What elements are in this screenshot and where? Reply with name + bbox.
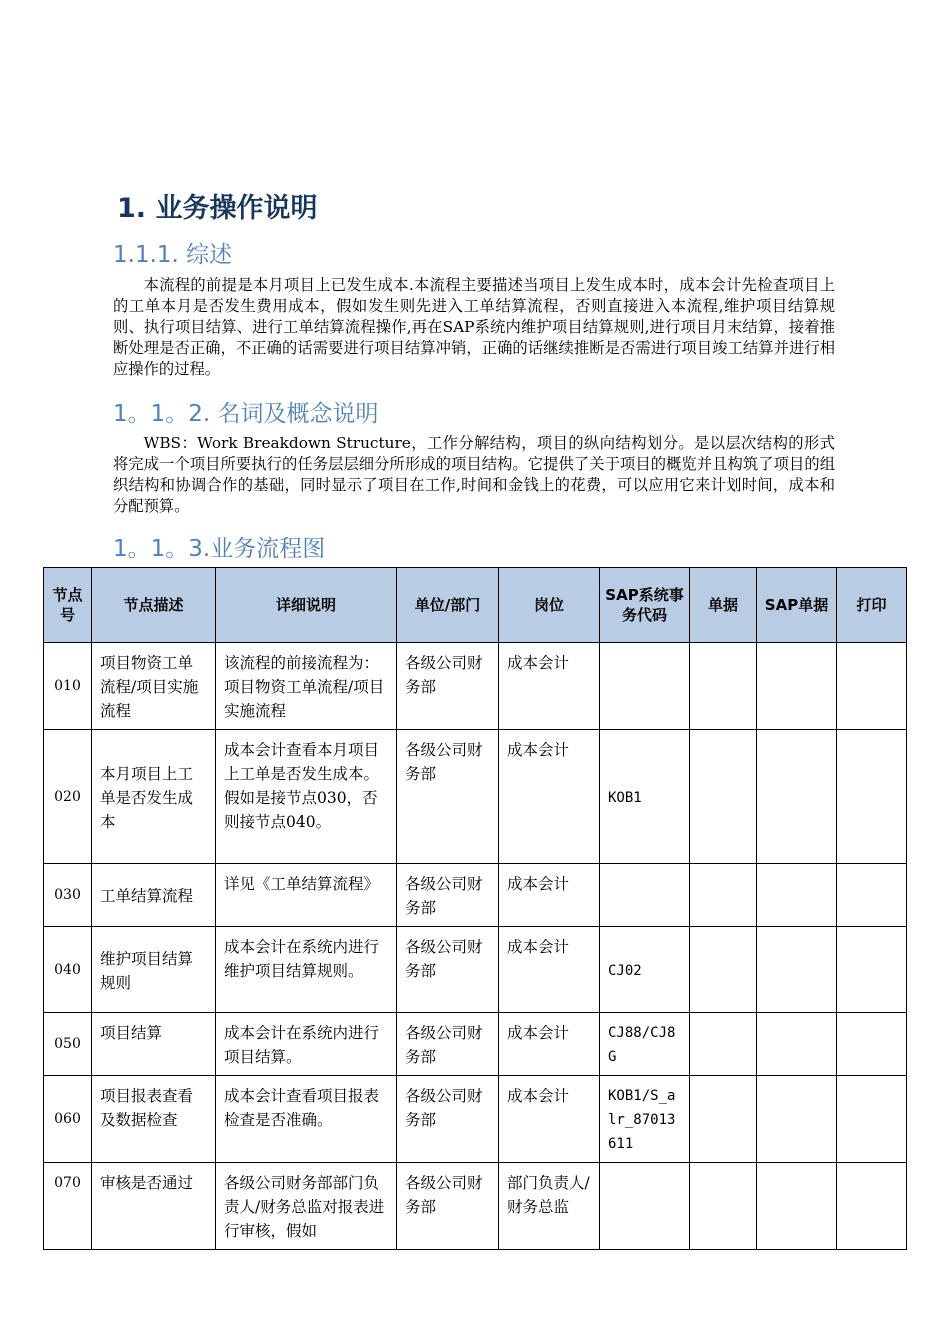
post-cell: 部门负责人/财务总监 (499, 1163, 600, 1250)
detail-cell: 成本会计在系统内进行维护项目结算规则。 (216, 927, 397, 1013)
header-detail: 详细说明 (216, 568, 397, 643)
header-sapdoc: SAP单据 (757, 568, 837, 643)
doc-cell (690, 864, 757, 927)
header-desc: 节点描述 (92, 568, 216, 643)
desc-cell: 工单结算流程 (92, 864, 216, 927)
tcode-cell (600, 643, 690, 730)
node-cell: 030 (44, 864, 92, 927)
table-row (44, 643, 907, 730)
table-row (44, 1013, 907, 1076)
dept-cell: 各级公司财务部 (397, 1076, 499, 1163)
sapdoc-cell (757, 1163, 837, 1250)
detail-cell: 该流程的前接流程为：项目物资工单流程/项目实施流程 (216, 643, 397, 730)
dept-cell: 各级公司财务部 (397, 643, 499, 730)
detail-cell: 详见《工单结算流程》 (216, 864, 397, 927)
doc-cell (690, 1013, 757, 1076)
post-cell: 成本会计 (499, 1013, 600, 1076)
post-cell: 成本会计 (499, 1076, 600, 1163)
tcode-cell: KOB1 (600, 730, 690, 864)
print-cell (837, 1163, 907, 1250)
table-row (44, 1076, 907, 1163)
doc-cell (690, 1076, 757, 1163)
table-row (44, 1163, 907, 1250)
node-cell: 020 (44, 730, 92, 864)
sapdoc-cell (757, 643, 837, 730)
table-row (44, 864, 907, 927)
dept-cell: 各级公司财务部 (397, 1013, 499, 1076)
table-header-row (44, 568, 907, 643)
detail-cell: 成本会计查看本月项目上工单是否发生成本。假如是接节点030，否则接节点040。 (216, 730, 397, 864)
print-cell (837, 730, 907, 864)
desc-cell: 项目物资工单流程/项目实施流程 (92, 643, 216, 730)
doc-cell (690, 927, 757, 1013)
dept-cell: 各级公司财务部 (397, 927, 499, 1013)
desc-cell: 审核是否通过 (92, 1163, 216, 1250)
post-cell: 成本会计 (499, 730, 600, 864)
terms-heading: 1。1。2. 名词及概念说明 (113, 401, 379, 427)
sapdoc-cell (757, 1013, 837, 1076)
print-cell (837, 643, 907, 730)
post-cell: 成本会计 (499, 864, 600, 927)
print-cell (837, 927, 907, 1013)
print-cell (837, 864, 907, 927)
tcode-cell: CJ88/CJ8G (600, 1013, 690, 1076)
header-tcode: SAP系统事务代码 (600, 568, 690, 643)
sapdoc-cell (757, 730, 837, 864)
detail-cell: 成本会计查看项目报表检查是否准确。 (216, 1076, 397, 1163)
node-cell: 060 (44, 1076, 92, 1163)
print-cell (837, 1076, 907, 1163)
header-print: 打印 (837, 568, 907, 643)
tcode-cell (600, 864, 690, 927)
dept-cell: 各级公司财务部 (397, 1163, 499, 1250)
table-row (44, 927, 907, 1013)
doc-cell (690, 643, 757, 730)
post-cell: 成本会计 (499, 927, 600, 1013)
print-cell (837, 1013, 907, 1076)
header-node: 节点号 (44, 568, 92, 643)
desc-cell: 项目报表查看及数据检查 (92, 1076, 216, 1163)
desc-cell: 维护项目结算规则 (92, 927, 216, 1013)
header-doc: 单据 (690, 568, 757, 643)
tcode-cell: KOB1/S_alr_87013611 (600, 1076, 690, 1163)
tcode-cell (600, 1163, 690, 1250)
overview-heading: 1.1.1. 综述 (113, 242, 233, 268)
terms-paragraph: WBS：Work Breakdown Structure，工作分解结构，项目的纵向结构划分。是以层次结构的形式将完成一个项目所要执行的任务层层细分所形成的项目结构。它提供了关于项目的概览并且构筑了项目的组织结构和协调合作的基础，同时显示了项目在工作,时间和金钱上的花费，可以应用它来计划时间，成本和分配预算。 (113, 434, 835, 515)
node-cell: 010 (44, 643, 92, 730)
tcode-cell: CJ02 (600, 927, 690, 1013)
section-heading: 1. 业务操作说明 (117, 193, 318, 224)
process-table (43, 567, 907, 1250)
header-post: 岗位 (499, 568, 600, 643)
post-cell: 成本会计 (499, 643, 600, 730)
detail-cell: 成本会计在系统内进行项目结算。 (216, 1013, 397, 1076)
detail-cell: 各级公司财务部部门负责人/财务总监对报表进行审核，假如 (216, 1163, 397, 1250)
dept-cell: 各级公司财务部 (397, 864, 499, 927)
desc-cell: 项目结算 (92, 1013, 216, 1076)
node-cell: 040 (44, 927, 92, 1013)
sapdoc-cell (757, 864, 837, 927)
header-dept: 单位/部门 (397, 568, 499, 643)
dept-cell: 各级公司财务部 (397, 730, 499, 864)
overview-paragraph: 本流程的前提是本月项目上已发生成本.本流程主要描述当项目上发生成本时，成本会计先检查项目上的工单本月是否发生费用成本，假如发生则先进入工单结算流程，否则直接进入本流程,维护项目结算规则、执行项目结算、进行工单结算流程操作,再在SAP系统内维护项目结算规则,进行项目月末结算，接着推断处理是否正确，不正确的话需要进行项目结算冲销，正确的话继续推断是否需进行项目竣工结算并进行相应操作的过程。 (113, 276, 835, 378)
doc-cell (690, 1163, 757, 1250)
sapdoc-cell (757, 1076, 837, 1163)
doc-cell (690, 730, 757, 864)
sapdoc-cell (757, 927, 837, 1013)
node-cell: 070 (44, 1163, 92, 1250)
desc-cell: 本月项目上工单是否发生成本 (92, 730, 216, 864)
flow-heading: 1。1。3.业务流程图 (113, 536, 326, 562)
table-row (44, 730, 907, 864)
node-cell: 050 (44, 1013, 92, 1076)
